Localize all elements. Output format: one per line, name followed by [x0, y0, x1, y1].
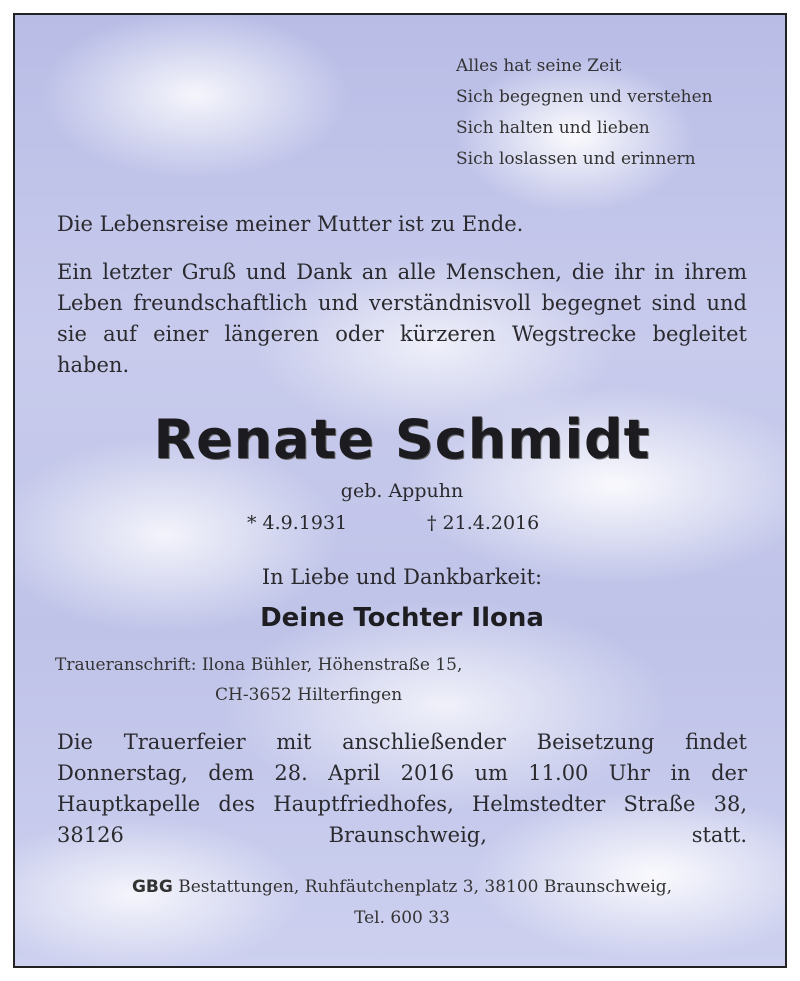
poem-line: Sich begegnen und verstehen	[456, 87, 713, 107]
death-date: † 21.4.2016	[427, 512, 540, 534]
poem-line: Alles hat seine Zeit	[456, 56, 622, 76]
poem	[456, 51, 713, 175]
deceased-name: Renate Schmidt	[153, 408, 651, 471]
closing-text: In Liebe und Dankbarkeit:	[261, 565, 543, 589]
ceremony-text: Die Trauerfeier mit anschließender Beisetzung findet Donnerstag, dem 28. April 2016 um 11.00 Uhr in der Hauptkapelle des Hauptfriedhofes, Helmstedter Straße 38, 38126 Braunschweig, statt.	[57, 730, 747, 847]
intro-text: Die Lebensreise meiner Mutter ist zu Ende.	[57, 212, 524, 236]
obituary-card	[13, 13, 787, 968]
birth-date: * 4.9.1931	[247, 512, 348, 534]
poem-line: Sich halten und lieben	[456, 118, 650, 138]
mourner-name: Deine Tochter Ilona	[260, 603, 544, 633]
undertaker-phone: Tel. 600 33	[354, 908, 450, 928]
mourning-address-line2: CH-3652 Hilterfingen	[215, 685, 403, 705]
poem-line: Sich loslassen und erinnern	[456, 149, 696, 169]
undertaker-logo: GBG	[131, 877, 173, 897]
undertaker-info	[15, 877, 787, 897]
thanks-text: Ein letzter Gruß und Dank an alle Menschen, die ihr in ihrem Leben freundschaftlich und verständnisvoll begegnet sind und sie auf einer längeren oder kürzeren Wegstrecke begleitet haben.	[57, 260, 747, 377]
undertaker-address: Bestattungen, Ruhfäutchenplatz 3, 38100 Braunschweig,	[172, 877, 673, 897]
mourning-address-line1: Traueranschrift: Ilona Bühler, Höhenstraße 15,	[55, 655, 463, 675]
birth-name: geb. Appuhn	[340, 480, 464, 502]
